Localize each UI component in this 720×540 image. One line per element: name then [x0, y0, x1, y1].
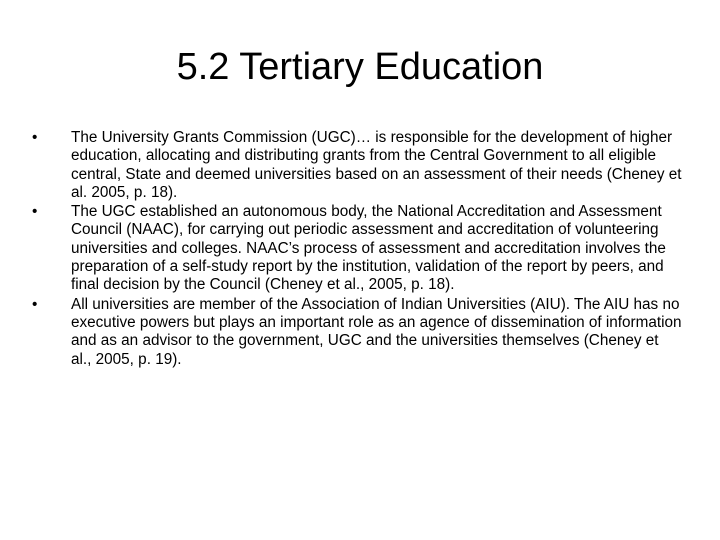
- slide-title: 5.2 Tertiary Education: [176, 46, 544, 88]
- bullet-icon: •: [32, 129, 38, 146]
- bullet-item: [32, 203, 682, 294]
- bullet-item: [32, 129, 682, 202]
- bullet-text: The University Grants Commission (UGC)… is responsible for the development of higher education, allocating and distributing grants from the Central Government to all eligible central, State and deemed universities based on an assessment of their needs (Cheney et al. 2005, p. 18).: [71, 129, 682, 201]
- bullet-text: All universities are member of the Association of Indian Universities (AIU). The AIU has no executive powers but plays an important role as an agence of dissemination of information and as an advisor to the government, UGC and the universities themselves (Cheney et al., 2005, p. 19).: [71, 295, 682, 368]
- bullet-icon: •: [32, 203, 38, 221]
- bullet-item: [32, 296, 682, 369]
- bullet-icon: •: [32, 295, 38, 313]
- bullet-list: [32, 129, 682, 370]
- bullet-text: The UGC established an autonomous body, the National Accreditation and Assessment Council (NAAC), for carrying out periodic assessment and accreditation of volunteering universities and colleges. NAAC’s process of assessment and accreditation involves the preparation of a self-study report by the institution, validation of the report by peers, and final decision by the Council (Cheney et al., 2005, p. 18).: [71, 203, 666, 294]
